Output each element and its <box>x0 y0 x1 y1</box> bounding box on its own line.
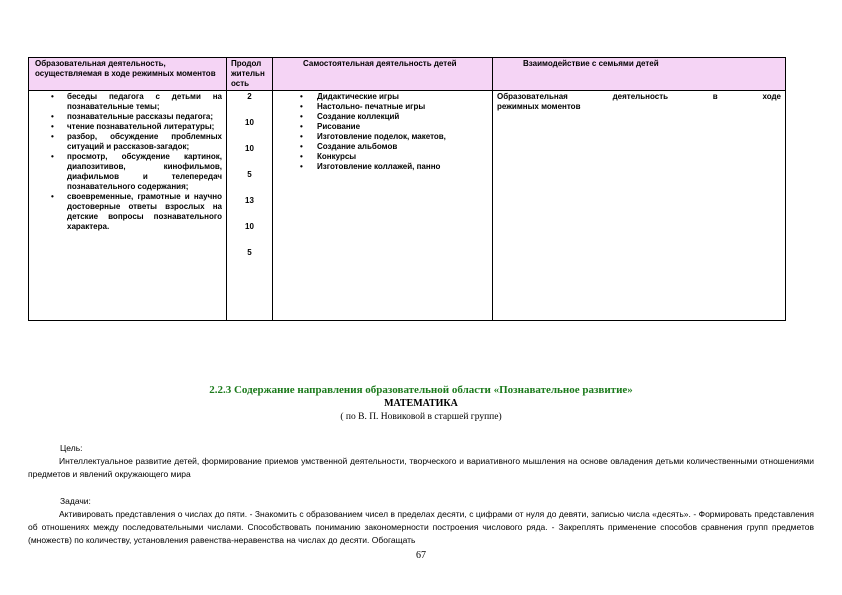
word: ходе <box>762 92 781 101</box>
cell-family-interaction <box>493 91 786 321</box>
header-family-interaction: Взаимодействие с семьями детей <box>493 58 786 91</box>
duration-value: 2 <box>247 92 252 101</box>
activity-table <box>28 57 786 321</box>
cell-independent-list <box>273 91 493 321</box>
family-interaction-text <box>497 92 781 112</box>
list-item: • своевременные, грамотные и научно достоверные ответы взрослых на детские вопросы познавательного характера. <box>67 192 222 232</box>
list-item: • просмотр, обсуждение картинок, диапозитивов, кинофильмов, диафильмов и телепередач познавательного содержания; <box>67 152 222 192</box>
subheading-author: ( по В. П. Новиковой в старшей группе) <box>340 412 502 422</box>
duration-value: 5 <box>247 248 252 257</box>
list-item: • Изготовление поделок, макетов, <box>317 132 488 142</box>
duration-value: 10 <box>245 118 254 127</box>
tasks-label: Задачи: <box>60 496 91 506</box>
word: Образовательная <box>497 92 568 101</box>
goal-paragraph <box>28 455 814 481</box>
list-item: • Изготовление коллажей, панно <box>317 162 488 172</box>
header-educational-activity: Образовательная деятельность, осуществляемая в ходе режимных моментов <box>29 58 227 91</box>
header-independent-activity: Самостоятельная деятельность детей <box>273 58 493 91</box>
tasks-text: Активировать представления о числах до пяти. - Знакомить с образованием чисел в пределах десяти, с цифрами от нуля до девяти, записью числа «десять». - Формировать представления об отношениях между последовательными числами. Способствовать пониманию закономерности построения числового ряда. - Закреплять применение способов сравнения групп предметов (множеств) по количеству, установления равенства-неравенства на числах до десяти. Обогащать <box>28 509 814 545</box>
goal-label: Цель: <box>60 443 83 453</box>
list-item: • разбор, обсуждение проблемных ситуаций и рассказов-загадок; <box>67 132 222 152</box>
duration-value: 10 <box>245 144 254 153</box>
table-body-row <box>29 91 786 321</box>
family-interaction-line2: режимных моментов <box>497 102 581 111</box>
list-item: • познавательные рассказы педагога; <box>67 112 222 122</box>
tasks-paragraph <box>28 508 814 547</box>
cell-educational-list <box>29 91 227 321</box>
goal-text: Интеллектуальное развитие детей, формирование приемов умственной деятельности, творческого и вариативного мышления на основе овладения детьми количественными отношениями предметов и явлений окружающего мира <box>28 456 814 479</box>
family-interaction-line1 <box>497 92 781 102</box>
subheading: МАТЕМАТИКА <box>384 398 458 409</box>
word: деятельность <box>612 92 669 101</box>
list-item: • Дидактические игры <box>317 92 488 102</box>
word: в <box>712 92 718 101</box>
list-item: • Создание альбомов <box>317 142 488 152</box>
list-item: • беседы педагога с детьми на познавательные темы; <box>67 92 222 112</box>
list-item: • Создание коллекций <box>317 112 488 122</box>
table-header-row <box>29 58 786 91</box>
duration-value: 10 <box>245 222 254 231</box>
list-item: • чтение познавательной литературы; <box>67 122 222 132</box>
header-duration: Продол жительн ость <box>227 58 273 91</box>
list-item: • Рисование <box>317 122 488 132</box>
duration-value: 13 <box>245 196 254 205</box>
list-item: • Настольно- печатные игры <box>317 102 488 112</box>
section-heading: 2.2.3 Содержание направления образовательной области «Познавательное развитие» <box>209 384 633 396</box>
page-number: 67 <box>416 550 426 561</box>
cell-duration <box>227 91 273 321</box>
list-item: • Конкурсы <box>317 152 488 162</box>
duration-value: 5 <box>247 170 252 179</box>
